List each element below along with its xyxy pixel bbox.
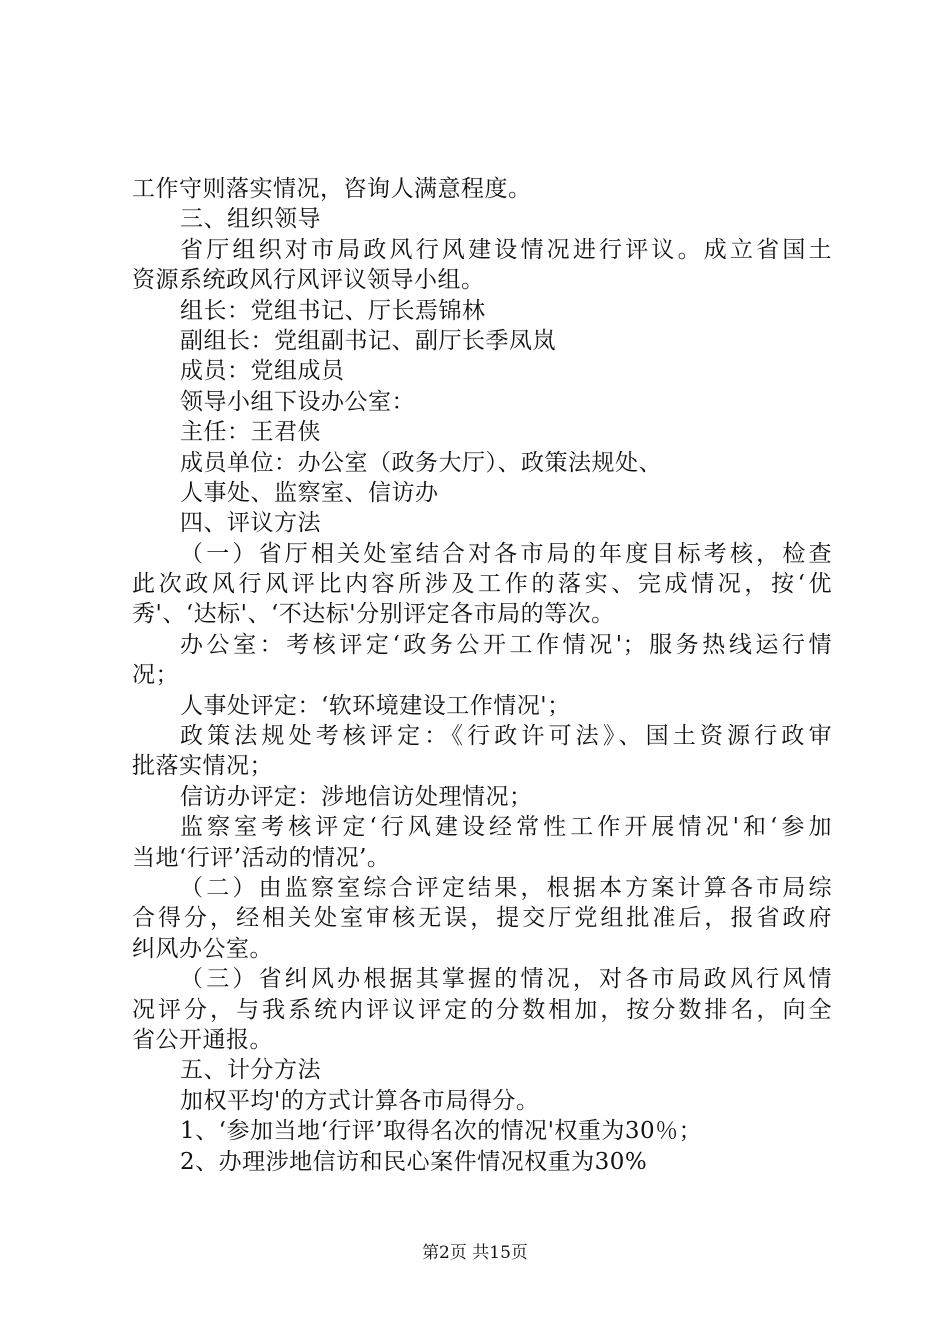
- body-line: 监察室考核评定‘行风建设经常性工作开展情况'和‘参加: [180, 814, 832, 841]
- body-line: 况评分，与我系统内评议评定的分数相加，按分数排名，向全: [132, 996, 832, 1023]
- page-number-footer: 第2页 共15页: [422, 1243, 528, 1263]
- document-body: [132, 174, 832, 1177]
- body-line: （三）省纠风办根据其掌握的情况，对各市局政风行风情: [180, 966, 832, 993]
- body-line: 1、‘参加当地‘行评’取得名次的情况'权重为30％；: [180, 1118, 703, 1145]
- body-line: 信访办评定：涉地信访处理情况；: [180, 783, 533, 810]
- body-line: 省厅组织对市局政风行风建设情况进行评议。成立省国土: [180, 236, 832, 263]
- body-line: 批落实情况；: [132, 753, 273, 780]
- body-line: 人事处、监察室、信访办: [180, 479, 439, 506]
- body-line: 政策法规处考核评定：《行政许可法》、国土资源行政审: [180, 723, 832, 750]
- section-heading: 五、计分方法: [180, 1057, 321, 1084]
- body-line: 人事处评定：‘软环境建设工作情况'；: [180, 692, 571, 719]
- body-line: 况；: [132, 662, 179, 689]
- body-line: 纠风办公室。: [132, 935, 273, 962]
- body-line: 工作守则落实情况，咨询人满意程度。: [132, 176, 532, 202]
- body-line: 领导小组下设办公室：: [180, 388, 415, 415]
- body-line: 合得分，经相关处室审核无误，提交厅党组批准后，报省政府: [132, 905, 832, 932]
- body-line: 成员：党组成员: [180, 358, 345, 385]
- body-line: 副组长：党组副书记、副厅长季凤岚: [180, 327, 556, 354]
- section-heading: 三、组织领导: [180, 206, 321, 233]
- body-line: 加权平均'的方式计算各市局得分。: [180, 1087, 540, 1114]
- body-line: 组长：党组书记、厅长焉锦林: [180, 297, 486, 324]
- section-heading: 四、评议方法: [180, 510, 321, 537]
- body-line: 办公室：考核评定‘政务公开工作情况'；服务热线运行情: [180, 631, 832, 658]
- body-line: 成员单位：办公室（政务大厅）、政策法规处、: [180, 449, 662, 476]
- body-line: 此次政风行风评比内容所涉及工作的落实、完成情况，按‘优: [132, 571, 832, 598]
- body-line: （二）由监察室综合评定结果，根据本方案计算各市局综: [180, 874, 832, 901]
- body-line: 当地‘行评’活动的情况’。: [132, 844, 391, 871]
- body-line: 省公开通报。: [132, 1026, 273, 1053]
- body-line: 秀'、‘达标'、‘不达标'分别评定各市局的等次。: [132, 601, 615, 628]
- body-line: 2、办理涉地信访和民心案件情况权重为30%: [180, 1148, 648, 1175]
- body-line: 主任：王君侠: [180, 419, 321, 446]
- body-line: （一）省厅相关处室结合对各市局的年度目标考核，检查: [180, 540, 832, 567]
- body-line: 资源系统政风行风评议领导小组。: [132, 267, 485, 294]
